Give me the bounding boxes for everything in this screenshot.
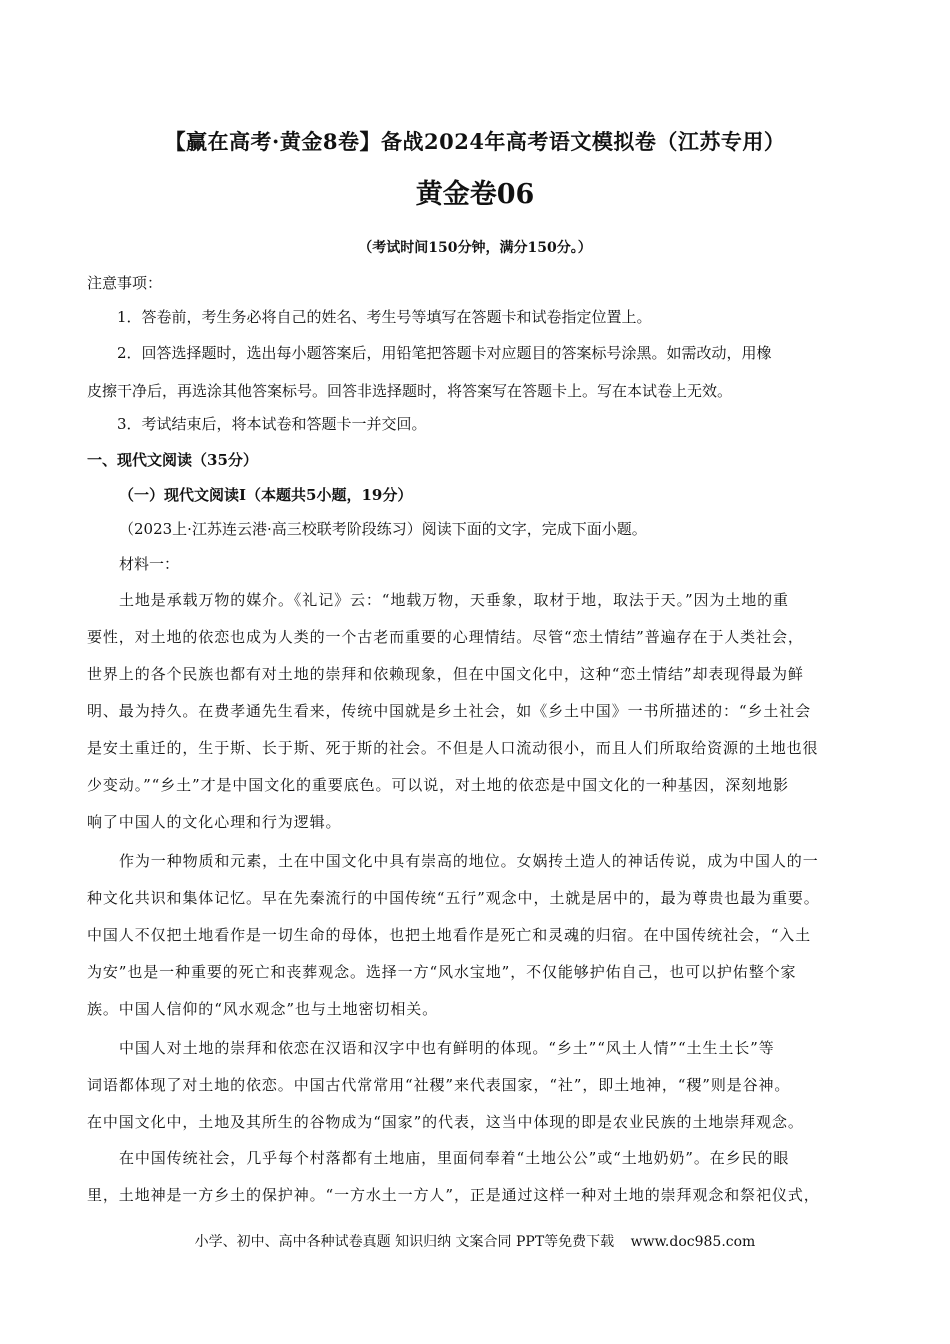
passage-line: 明、最为持久。在费孝通先生看来，传统中国就是乡土社会，如《乡土中国》一书所描述的：“乡土社会 [87, 702, 812, 720]
passage-line: 世界上的各个民族也都有对土地的崇拜和依赖现象，但在中国文化中，这种“恋土情结”却表现得最为鲜 [87, 665, 804, 683]
passage-line: 响了中国人的文化心理和行为逻辑。 [87, 813, 342, 831]
subsection-heading: （一）现代文阅读Ⅰ（本题共5小题，19分） [119, 486, 413, 504]
notice-item-3: 3．考试结束后，将本试卷和答题卡一并交回。 [117, 415, 427, 433]
passage-line: 在中国传统社会，几乎每个村落都有土地庙，里面伺奉着“土地公公”或“土地奶奶”。在乡民的眼 [119, 1149, 790, 1167]
document-title: 【赢在高考·黄金8卷】备战2024年高考语文模拟卷（江苏专用） [164, 129, 786, 154]
passage-line: 词语都体现了对土地的依恋。中国古代常常用“社稷”来代表国家，“社”，即土地神，“稷”则是谷神。 [87, 1076, 791, 1094]
footer-text: 小学、初中、高中各种试卷真题 知识归纳 文案合同 PPT等免费下载 [194, 1234, 615, 1250]
passage-line: 为安”也是一种重要的死亡和丧葬观念。选择一方“风水宝地”，不仅能够护佑自己，也可以护佑整个家 [87, 963, 797, 981]
footer-url[interactable]: www.doc985.com [630, 1234, 756, 1250]
passage-line: 作为一种物质和元素，土在中国文化中具有崇高的地位。女娲抟土造人的神话传说，成为中国人的一 [119, 852, 819, 870]
passage-line: 中国人对土地的崇拜和依恋在汉语和汉字中也有鲜明的体现。“乡土”“风土人情”“土生土长”等 [119, 1039, 775, 1057]
source-note: （2023上·江苏连云港·高三校联考阶段练习）阅读下面的文字，完成下面小题。 [119, 520, 647, 538]
passage-line: 在中国文化中，土地及其所生的谷物成为“国家”的代表，这当中体现的即是农业民族的土地崇拜观念。 [87, 1113, 804, 1131]
section-heading: 一、现代文阅读（35分） [87, 451, 258, 469]
passage-line: 少变动。”“乡土”才是中国文化的重要底色。可以说，对土地的依恋是中国文化的一种基因，深刻地影 [87, 776, 789, 794]
passage-line: 里，土地神是一方乡土的保护神。“一方水土一方人”，正是通过这样一种对土地的崇拜观念和祭祀仪式， [87, 1186, 820, 1204]
passage-line: 土地是承载万物的媒介。《礼记》云：“地载万物，天垂象，取材于地，取法于天。”因为土地的重 [119, 591, 789, 609]
passage-line: 是安土重迁的，生于斯、长于斯、死于斯的社会。不但是人口流动很小，而且人们所取给资源的土地也很 [87, 739, 819, 757]
passage-line: 种文化共识和集体记忆。早在先秦流行的中国传统“五行”观念中，土就是居中的，最为尊贵也最为重要。 [87, 889, 820, 907]
passage-line: 中国人不仅把土地看作是一切生命的母体，也把土地看作是死亡和灵魂的归宿。在中国传统社会，“入土 [87, 926, 812, 944]
notice-item-2: 2．回答选择题时，选出每小题答案后，用铅笔把答题卡对应题目的答案标号涂黑。如需改动，用橡 [117, 344, 772, 362]
paper-number: 黄金卷06 [415, 179, 535, 210]
page-footer [0, 1231, 950, 1251]
exam-time-note: （考试时间150分钟，满分150分。） [358, 240, 592, 256]
notice-item-1: 1．答卷前，考生务必将自己的姓名、考生号等填写在答题卡和试卷指定位置上。 [117, 308, 652, 326]
passage-line: 要性，对土地的依恋也成为人类的一个古老而重要的心理情结。尽管“恋土情结”普遍存在于人类社会， [87, 628, 804, 646]
notice-item-2-cont: 皮擦干净后，再选涂其他答案标号。回答非选择题时，将答案写在答题卡上。写在本试卷上无效。 [87, 382, 733, 400]
notice-heading: 注意事项： [87, 274, 163, 292]
material-label: 材料一： [119, 555, 180, 573]
passage-line: 族。中国人信仰的“风水观念”也与土地密切相关。 [87, 1000, 439, 1018]
